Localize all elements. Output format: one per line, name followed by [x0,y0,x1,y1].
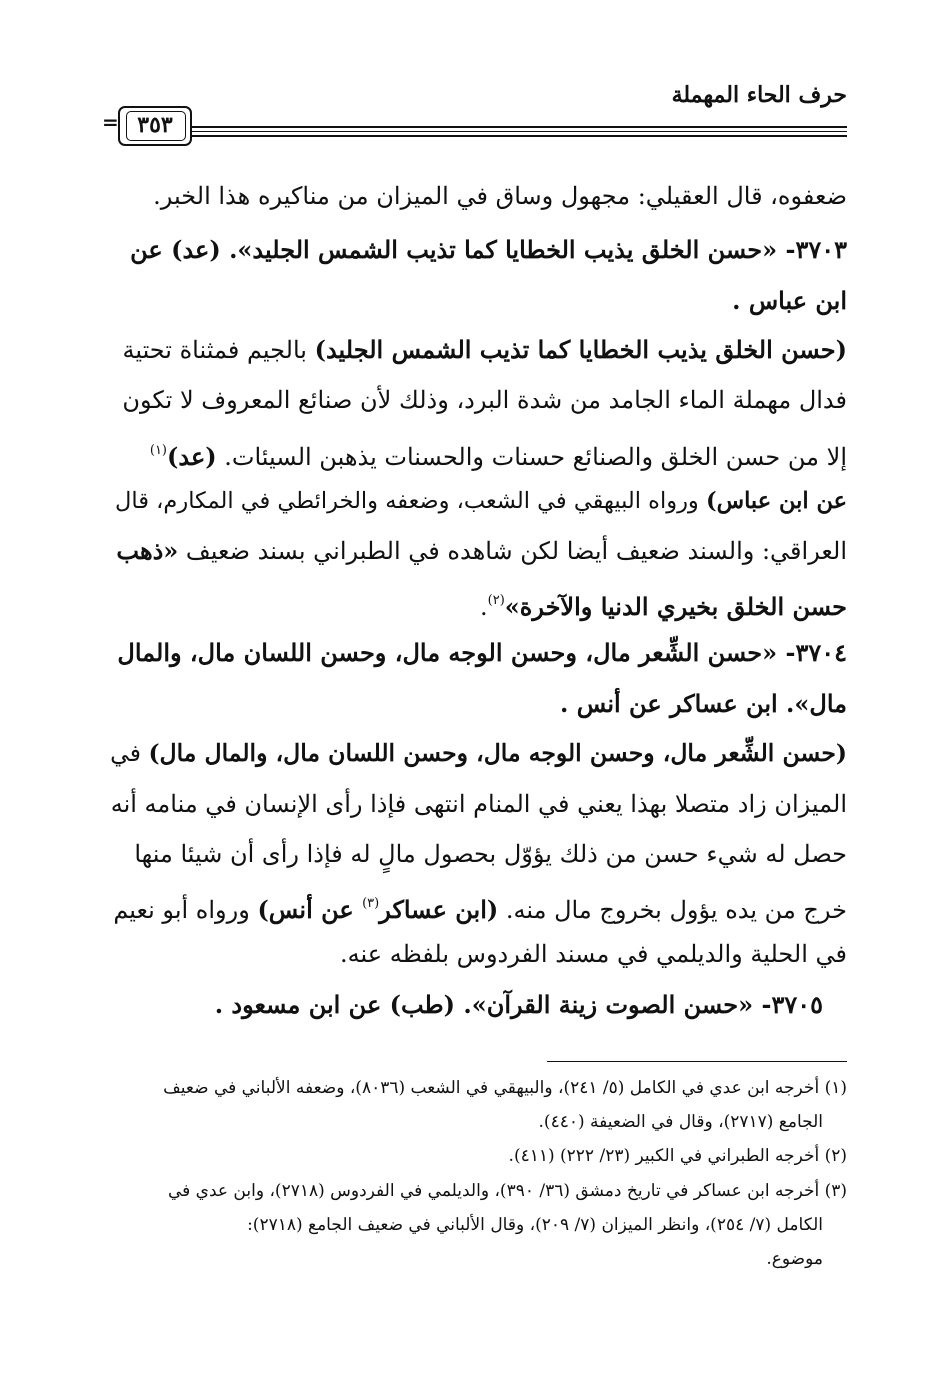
body-line: العراقي: والسند ضعيف أيضا لكن شاهده في الطبراني بسند ضعيف «ذهب [116,536,847,565]
body-line: ضعفوه، قال العقيلي: مجهول وساق في الميزان من مناكيره هذا الخبر. [153,182,847,210]
hadith-3703-heading: ٣٧٠٣- «حسن الخلق يذيب الخطايا كما تذيب الشمس الجليد». (عد) عن [130,235,847,264]
body-line: خرج من يده يؤول بخروج مال منه. (ابن عساكر$^{(٣)}$ عن أنس) ورواه أبو نعيم [113,895,847,924]
body-line: فدال مهملة الماء الجامد من شدة البرد، وذلك لأن صنائع المعروف لا تكون [122,386,847,414]
body-line: (حسن الخلق يذيب الخطايا كما تذيب الشمس الجليد) بالجيم فمثناة تحتية [122,335,847,364]
footnote-1-cont: الجامع (٢٧١٧)، وقال في الضعيفة (٤٤٠). [538,1112,823,1132]
body-line: حسن الخلق بخيري الدنيا والآخرة»$^{(٢)}$. [479,592,847,621]
hadith-3704-heading: ٣٧٠٤- «حسن الشِّعر مال، وحسن الوجه مال، وحسن اللسان مال، والمال [117,638,847,667]
body-line: الميزان زاد متصلا بهذا يعني في المنام انتهى فإذا رأى الإنسان في منامه أنه [110,790,847,818]
footnote-1: (١) أخرجه ابن عدي في الكامل (٥/ ٢٤١)، والبيهقي في الشعب (٨٠٣٦)، وضعفه الألباني في ضعيف [163,1078,847,1098]
hadith-3704-heading-cont: مال». ابن عساكر عن أنس . [560,689,847,718]
body-line: (حسن الشِّعر مال، وحسن الوجه مال، وحسن اللسان مال، والمال مال) في [110,739,847,767]
running-title: حرف الحاء المهملة [671,82,847,108]
body-line: في الحلية والديلمي في مسند الفردوس بلفظه عنه. [340,940,847,968]
hadith-3705-heading: ٣٧٠٥- «حسن الصوت زينة القرآن». (طب) عن ابن مسعود . [214,990,823,1019]
footnote-separator [547,1061,847,1062]
header-rule [192,122,847,140]
body-line: عن ابن عباس) ورواه البيهقي في الشعب، وضعفه والخرائطي في المكارم، قال [115,488,847,514]
footnote-ref: (٢) [487,593,505,608]
page-number-frame [118,106,192,146]
body-line: إلا من حسن الخلق والصنائع حسنات والحسنات يذهبن السيئات. (عد)$^{(١)}$ [149,442,847,471]
hadith-3703-heading-cont: ابن عباس . [732,286,847,315]
footnote-3-cont: الكامل (٧/ ٢٥٤)، وانظر الميزان (٧/ ٢٠٩)، وقال الألباني في ضعيف الجامع (٢٧١٨): [247,1215,823,1235]
footnote-2: (٢) أخرجه الطبراني في الكبير (٢٣/ ٢٢٢) (٤١١). [508,1146,847,1166]
footnote-3-cont: موضوع. [766,1249,823,1269]
footnote-ref: (١) [149,443,167,458]
footnote-3: (٣) أخرجه ابن عساكر في تاريخ دمشق (٣٦/ ٣٩٠)، والديلمي في الفردوس (٢٧١٨)، وابن عدي في [167,1181,847,1201]
page-number: ٣٥٣ [137,112,173,138]
body-line: حصل له شيء حسن من ذلك يؤوّل بحصول مالٍ له فإذا رأى أن شيئا منها [134,840,847,868]
page-number-ornament: = [102,110,119,134]
footnote-ref: (٣) [362,896,380,911]
